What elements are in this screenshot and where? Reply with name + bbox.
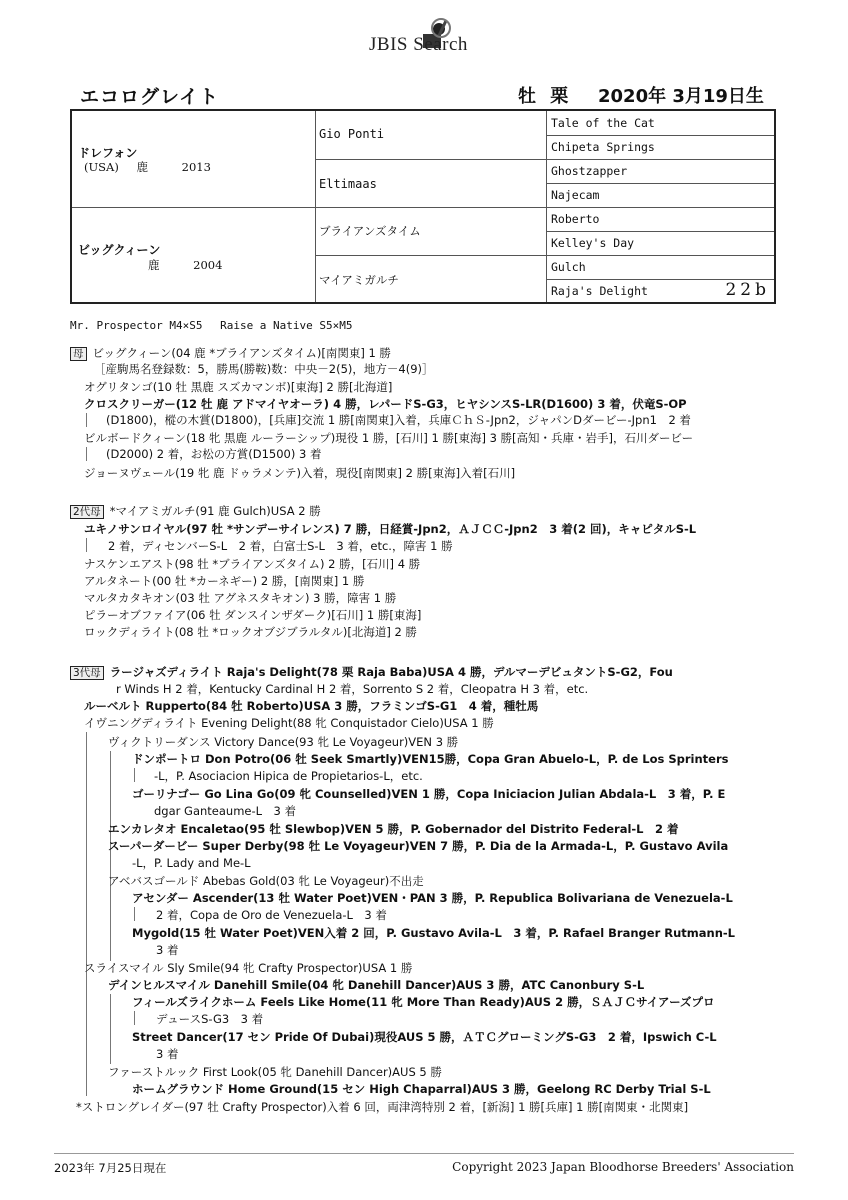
second-dam-line-6[interactable]: マルタカタキオン(03 牡 アグネスタキオン) 3 勝，障害 1 勝 xyxy=(84,591,397,605)
sire-color: 鹿 xyxy=(136,160,149,174)
third-dam-line-5[interactable]: ヴィクトリーダンス Victory Dance(93 牝 Le Voyageur)VEN 3 勝 xyxy=(108,735,459,749)
third-dam-line-22[interactable]: Street Dancer(17 セン Pride Of Dubai)現役AUS 5 勝，ＡＴＣグローミングS-G3 2 着，Ipswich C-L xyxy=(132,1030,717,1044)
second-dam-line-8[interactable]: ロックディライト(08 牡 *ロックオブジブラルタル)[北海道] 2 勝 xyxy=(84,625,417,639)
dam-line-8[interactable]: ジョーヌヴェール(19 牝 鹿 ドゥラメンテ)入着，現役[南関東] 2 勝[東海]入着[石川] xyxy=(84,466,516,480)
dam-details xyxy=(148,257,222,273)
family-number: 22b xyxy=(725,280,770,300)
third-dam-line-2: r Winds H 2 着，Kentucky Cardinal H 2 着，Sorrento S 2 着，Cleopatra H 3 着，etc. xyxy=(116,682,589,696)
third-dam-line-19[interactable]: デインヒルスマイル Danehill Smile(04 牝 Danehill Dancer)AUS 3 勝，ATC Canonbury S-L xyxy=(108,978,645,992)
dam-line-3[interactable]: オグリタンゴ(10 牡 黒鹿 スズカマンボ)[東海] 2 勝[北海道] xyxy=(84,380,393,394)
g3-5[interactable]: Roberto xyxy=(551,212,600,226)
third-dam-line-23: 3 着 xyxy=(156,1047,179,1061)
g3-8[interactable]: Raja's Delight xyxy=(551,284,648,298)
sire-origin: (USA) xyxy=(84,160,119,174)
second-dam-line-4[interactable]: ナスケンエアスト(98 牡 *ブライアンズタイム) 2 勝，[石川] 4 勝 xyxy=(84,557,421,571)
sire-dam[interactable]: Eltimaas xyxy=(319,177,377,191)
dam-year: 2004 xyxy=(193,258,223,272)
footer-divider xyxy=(54,1153,794,1154)
third-dam-line-7: -L，P. Asociacion Hipica de Propietarios-L，etc. xyxy=(154,769,423,783)
inbreeding-summary: Mr. Prospector M4×S5 Raise a Native S5×M5 xyxy=(70,319,353,332)
dam-dam[interactable]: マイアミガルチ xyxy=(319,273,399,287)
third-dam-line-26[interactable]: *ストロングレイダー(97 牡 Crafty Prospector)入着 6 回，両津湾特別 2 着，[新潟] 1 勝[兵庫] 1 勝[南関東・北関東] xyxy=(76,1100,689,1114)
third-dam-line-14[interactable]: アセンダー Ascender(13 牡 Water Poet)VEN・PAN 3 勝，P. Republica Bolivariana de Venezuela-L xyxy=(132,891,733,905)
third-dam-tag: 3代母 xyxy=(70,666,104,680)
second-dam-tag: 2代母 xyxy=(70,505,104,519)
third-dam-line-15: 2 着，Copa de Oro de Venezuela-L 3 着 xyxy=(156,908,387,922)
sire-sire[interactable]: Gio Ponti xyxy=(319,127,385,141)
dam-name[interactable]: ビッグクィーン xyxy=(78,243,161,257)
dam-section-tag: 母 xyxy=(70,347,87,361)
horse-sex-color: 牡 栗 xyxy=(518,86,573,107)
g3-2[interactable]: Chipeta Springs xyxy=(551,140,655,154)
third-dam-line-16[interactable]: Mygold(15 牡 Water Poet)VEN入着 2 回，P. Gustavo Avila-L 3 着，P. Rafael Branger Rutmann-L xyxy=(132,926,736,940)
second-dam-line-5[interactable]: アルタネート(00 牡 *カーネギー) 2 勝，[南関東] 1 勝 xyxy=(84,574,365,588)
second-dam-line-1: 2代母 *マイアミガルチ(91 鹿 Gulch)USA 2 勝 xyxy=(70,503,321,519)
second-dam-line-3: 2 着，ディセンバーS-L 2 着，白富士S-L 3 着，etc.，障害 1 勝 xyxy=(108,539,453,553)
g3-4[interactable]: Najecam xyxy=(551,188,600,202)
g3-7[interactable]: Gulch xyxy=(551,260,586,274)
third-dam-line-25[interactable]: ホームグラウンド Home Ground(15 セン High Chaparral)AUS 3 勝，Geelong RC Derby Trial S-L xyxy=(132,1082,711,1096)
dam-line-6[interactable]: ビルボードクィーン(18 牝 黒鹿 ルーラーシップ)現役 1 勝，[石川] 1 勝[東海] 3 勝[高知・兵庫・岩手]，石川ダービー xyxy=(84,431,694,445)
third-dam-line-6[interactable]: ドンポートロ Don Potro(06 牡 Seek Smartly)VEN15勝，Copa Gran Abuelo-L，P. de Los Sprinters xyxy=(132,752,729,766)
third-dam-line-12: -L，P. Lady and Me-L xyxy=(132,856,251,870)
horse-name: エコログレイト xyxy=(80,86,220,108)
dam-line-2: ［産駒馬名登録数：5，勝馬(勝鞍)数：中央－2(5)，地方－4(9)］ xyxy=(94,362,434,376)
dam-line-7: (D2000) 2 着，お松の方賞(D1500) 3 着 xyxy=(106,447,322,461)
third-dam-line-11[interactable]: スーパーダービー Super Derby(98 牡 Le Voyageur)VEN 7 勝，P. Dia de la Armada-L，P. Gustavo Avila xyxy=(108,839,729,853)
third-dam-line-1: 3代母 ラージャズディライト Raja's Delight(78 栗 Raja Baba)USA 4 勝，デルマーデビュタントS-G2，Fou xyxy=(70,664,673,680)
second-dam-line-7[interactable]: ピラーオブファイア(06 牡 ダンスインザダーク)[石川] 1 勝[東海] xyxy=(84,608,422,622)
third-dam-line-24[interactable]: ファーストルック First Look(05 牝 Danehill Dancer)AUS 5 勝 xyxy=(108,1065,442,1079)
sire-details xyxy=(84,159,211,175)
logo-text: JBIS Search xyxy=(369,34,468,55)
g3-1[interactable]: Tale of the Cat xyxy=(551,116,655,130)
third-dam-line-9: dgar Ganteaume-L 3 着 xyxy=(154,804,297,818)
second-dam-line-2[interactable]: ユキノサンロイヤル(97 牡 *サンデーサイレンス) 7 勝，日経賞-Jpn2，ＡＪＣＣ-Jpn2 3 着(2 回)，キャピタルS-L xyxy=(84,522,697,536)
third-dam-line-20[interactable]: フィールズライクホーム Feels Like Home(11 牝 More Than Ready)AUS 2 勝，ＳＡＪＣサイアーズプロ xyxy=(132,995,715,1009)
third-dam-line-3[interactable]: ルーベルト Rupperto(84 牡 Roberto)USA 3 勝，フラミンゴS-G1 4 着，種牡馬 xyxy=(84,699,539,713)
third-dam-line-8[interactable]: ゴーリナゴー Go Lina Go(09 牝 Counselled)VEN 1 勝，Copa Iniciacion Julian Abdala-L 3 着，P. E xyxy=(132,787,726,801)
third-dam-line-13[interactable]: アベバスゴールド Abebas Gold(03 牝 Le Voyageur)不出走 xyxy=(108,874,424,888)
third-dam-line-10[interactable]: エンカレタオ Encaletao(95 牡 Slewbop)VEN 5 勝，P. Gobernador del Distrito Federal-L 2 着 xyxy=(108,822,679,836)
horse-birth-date: 2020年 3月19日生 xyxy=(598,86,764,107)
third-dam-line-21: デュースS-G3 3 着 xyxy=(156,1012,264,1026)
sire-year: 2013 xyxy=(181,160,211,174)
jbis-search-logo[interactable] xyxy=(365,12,495,56)
third-dam-line-4[interactable]: イヴニングディライト Evening Delight(88 牝 Conquistador Cielo)USA 1 勝 xyxy=(84,716,494,730)
dam-line-5: (D1800)，樅の木賞(D1800)，[兵庫]交流 1 勝[南関東]入着，兵庫ＣｈＳ-Jpn2，ジャパンDダービー-Jpn1 2 着 xyxy=(106,413,691,427)
third-dam-line-17: 3 着 xyxy=(156,943,179,957)
g3-6[interactable]: Kelley's Day xyxy=(551,236,635,250)
footer-date: 2023年 7月25日現在 xyxy=(54,1161,167,1175)
footer-copyright: Copyright 2023 Japan Bloodhorse Breeders' Association xyxy=(452,1160,794,1174)
third-dam-line-18[interactable]: スライスマイル Sly Smile(94 牝 Crafty Prospector)USA 1 勝 xyxy=(84,961,413,975)
dam-sire[interactable]: ブライアンズタイム xyxy=(319,224,421,238)
dam-line-1: 母 ビッグクィーン(04 鹿 *ブライアンズタイム)[南関東] 1 勝 xyxy=(70,345,391,361)
sire-name[interactable]: ドレフォン xyxy=(78,146,138,160)
dam-line-4[interactable]: クロスクリーガー(12 牡 鹿 アドマイヤオーラ) 4 勝，レパードS-G3，ヒヤシンスS-LR(D1600) 3 着，伏竜S-OP xyxy=(84,397,687,411)
pedigree-table xyxy=(70,109,776,304)
g3-3[interactable]: Ghostzapper xyxy=(551,164,628,178)
dam-color: 鹿 xyxy=(148,258,160,272)
